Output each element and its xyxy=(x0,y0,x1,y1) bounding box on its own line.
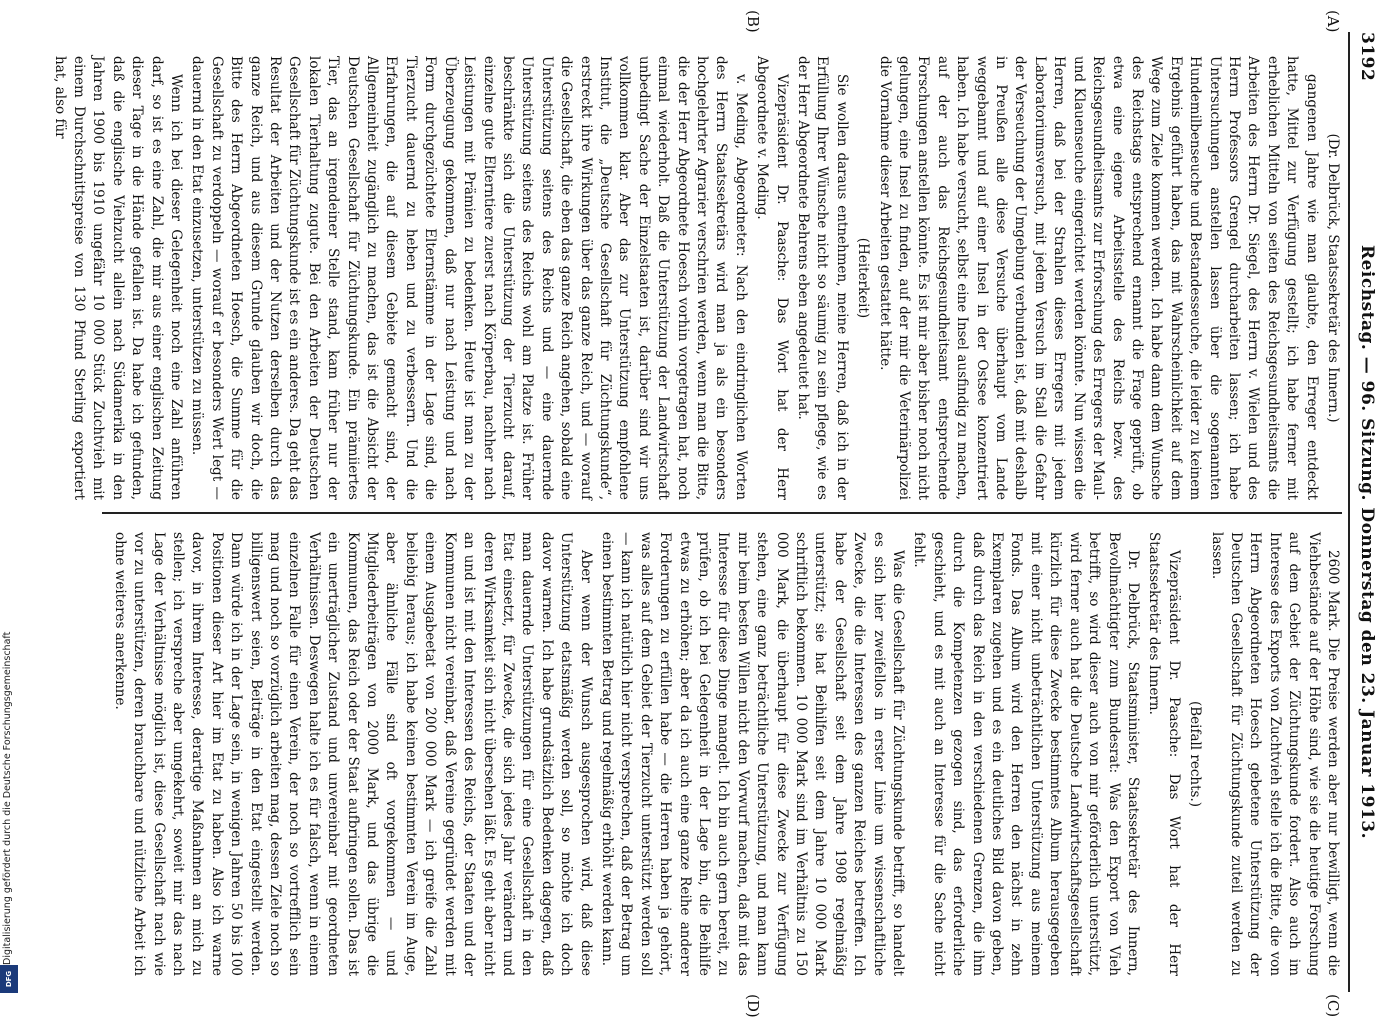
left-column xyxy=(51,56,1342,500)
digitization-credit xyxy=(2,10,16,990)
paragraph: gangenen Jahre wie man glaubte, den Erreger entdeckt hatte, Mittel zur Verfügung gestellt; ich habe ferner mit erheblichen Mitteln von seiten des Reichsgesundheitsamts die Arbeiten des Herrn Dr. Siegel, des Herrn v. Wielen und des Herrn Professors Grengel durcharbeiten lassen; ich habe Untersuchungen anstellen lassen über die sogenannten Hundemilbenseuche und Bestandesseuche, die leider zu keinem Ergebnis geführt haben, das mit Wahrscheinlichkeit auf dem Wege zum Ziele kommen werden. Ich habe dann dem Wunsche des Reichstags entsprechend ernannt die Frage geprüft, ob etwa eine eigene Arbeitsstelle des Reichs bezw. des Reichsgesundheitsamts zur Erforschung des Erregers der Maul- und Klauenseuche eingerichtet werden könnte. Nun wissen die Herren, daß bei der Strahlen dieses Erregers mit jedem Laboratoriumsversuch, mit jedem Versuch im Stall die Gefahr der Verseuchung der Umgebung verbunden ist, daß mit deshalb in Preußen alle diese Versuche überhaupt vom Lande weggebannt und auf einer Insel in der Ostsee konzentriert haben. Ich habe versucht, selbst eine Insel ausfindig zu machen, auf der auch das Reichsgesundheitsamt entsprechende Forschungen anstellen könnte. Es ist mir aber bisher noch nicht gelungen, eine Insel zu finden, auf der mir die Veterinärpolizei die Vornahme dieser Arbeiten gestattet hätte. xyxy=(876,56,1320,500)
marker-a: (A) xyxy=(1324,10,1342,33)
speaker-announcement: Vizepräsident Dr. Paasche: Das Wort hat der Herr Staatssekretär des Innern. xyxy=(1146,532,1182,976)
page-number: 3192 xyxy=(1357,32,1377,82)
speaker-announcement: Vizepräsident Dr. Paasche: Das Wort hat der Herr Abgeordnete v. Meding. xyxy=(754,56,790,500)
marker-d: (D) xyxy=(744,994,762,1018)
page-header xyxy=(1352,32,1382,992)
paragraph: v. Meding, Abgeordneter: Nach den eindringlichen Worten des Herrn Staatssekretärs wird man ja als ein besonders hochgelehrter Agrarier verschrien werden, wenn man die Bitte, die der Herr Abgeordnete Hoesch vorhin vorgetragen hat, noch einmal wiederholt. Daß die Unterstützung der Landwirtschaft unbedingt Sache der Einzelstaaten ist, darüber sind wir uns vollkommen klar. Aber das zur Unterstützung empfohlene Institut, die „Deutsche Gesellschaft für Züchtungskunde“, erstreckt ihre Wirkungen über das ganze Reich, und — worauf die Gesellschaft, die eben das ganze Reich angehen, sobald eine Unterstützung seitens des Reichs und — eine dauernde Unterstützung seitens des Reichs wohl am Platze ist. Früher beschränkte sich die Unterstützung der Tierzucht darauf, einzelne gute Elterntiere zuerst nach Körperbau, nachher nach Leistungen mit Prämien zu bedenken. Heute ist man zu der Überzeugung gekommen, daß nur nach Leistung und nach Form durchgezüchtete Elternstämme in der Lage sind, die Tierzucht dauernd zu heben und zu verbessern. Und die Erfahrungen, die auf diesem Gebiete gemacht sind, der Allgemeinheit zugänglich zu machen, das ist die Absicht der Deutschen Gesellschaft für Züchtungskunde. Ein prämiiertes Tier, das an irgendeiner Stelle stand, kam früher nur der lokalen Tierhaltung zugute. Bei den Arbeiten der Deutschen Gesellschaft für Züchtungskunde ist es ein anderes. Da geht das Resultat der Arbeiten und der Nutzen derselben durch das ganze Reich, und aus diesem Grunde glauben wir doch, die Bitte des Herrn Abgeordneten Hoesch, die Summe für die Gesellschaft zu verdoppeln — worauf er besonders Wert legt — dauernd in den Etat einzusetzen, unterstützen zu müssen. xyxy=(189,56,749,500)
paragraph: Was die Gesellschaft für Züchtungskunde betrifft, so handelt es sich hier zweifellos in erster Linie um wissenschaftliche Zwecke, die die Interessen des ganzen Reiches betreffen. Ich habe der Gesellschaft seit dem Jahre 1908 regelmäßig unterstützt; sie hat Beihilfen seit dem Jahre 10 000 Mark schriftlich bekommen. 10 000 Mark sind im Verhältnis zu 150 000 Mark, die überhaupt für diese Zwecke zur Verfügung stehen, eine ganz beträchtliche Unterstützung, und man kann mir beim besten Willen nicht den Vorwurf machen, daß mit das Interesse für diese Dinge mangelt. Ich bin auch gern bereit, zu prüfen, ob ich bei Gelegenheit in der Lage bin, die Beihilfe etwas zu erhöhen; aber da ich auch eine ganze Reihe anderer Forderungen zu erfüllen habe — die Herren haben ja gehört, was alles auf dem Gebiet der Tierzucht unterstützt werden soll — kann ich natürlich hier nicht versprechen, daß der Betrag um einen bestimmten Betrag und regelmäßig erhöht werden kann. xyxy=(598,532,907,976)
speaker-tag: (Dr. Delbrück, Staatssekretär des Innern.) xyxy=(1325,133,1341,423)
digitization-credit-text: Digitalisierung gefördert durch die Deutsche Forschungsgemeinschaft xyxy=(2,631,13,965)
marker-c: (C) xyxy=(1324,994,1342,1018)
applause-note: (Heiterkeit) xyxy=(855,237,872,319)
marker-b: (B) xyxy=(744,10,762,33)
dfg-logo-text: DFG xyxy=(5,970,13,988)
dfg-logo xyxy=(0,965,18,993)
paragraph: Aber wenn der Wunsch ausgesprochen wird, daß diese Unterstützung etatsmäßig werden soll, so möchte ich doch davor warnen. Ich habe grundsätzlich Bedenken dagegen, daß man dauernde Unterstützungen für eine Gesellschaft in den Etat einsetzt, für Zwecke, die sich jedes Jahr verändern und deren Wirksamkeit sich nicht übersehen läßt. Es geht aber nicht an und ist mit den Interessen des Reichs, der Staaten und der Kommunen nicht vereinbar, daß Vereine gegründet werden mit einem Ausgabeetat von 200 000 Mark — ich greife die Zahl beliebig heraus; ich habe keinen bestimmten Verein im Auge, aber ähnliche Fälle sind oft vorgekommen — und Mitgliederbeiträgen von 2000 Mark, und das übrige die Kommunen, das Reich oder der Staat aufbringen sollen. Das ist ein unerträglicher Zustand und unvereinbar mit geordneten Verhältnissen. Deswegen halte ich es für falsch, wenn in einem einzelnen Falle für einen Verein, der noch so vortrefflich sein mag und noch so vorzüglich arbeiten mag, dessen Ziele noch so billigenswert seien, Beiträge in den Etat eingestellt werden. Dann würde ich in der Lage sein, in wenigen Jahren 50 bis 100 Positionen dieser Art hier im Etat zu haben. Also ich warne davor, in ihrem Interesse, derartige Maßnahmen an mich zu stellen; ich verspreche aber umgekehrt, soweit mir das nach Lage der Verhältnisse möglich ist, diese Gesellschaft nach wie vor zu unterstützen, deren brauchbare und nützliche Arbeit ich ohne weiteres anerkenne. xyxy=(111,532,594,976)
page-title: Reichstag. — 96. Sitzung. Donnerstag den 23. Januar 1913. xyxy=(1357,244,1377,840)
paragraph: 2600 Mark. Die Preise werden aber nur bewilligt, wenn die Viehbestände auf der Höhe sind, wie sie die heutige Forschung auf dem Gebiet der Züchtungskunde fordert. Also auch im Interesse des Exports von Zuchtvieh stelle ich die Bitte, die von Herrn Abgeordneten Hoesch gebetene Unterstützung der Deutschen Gesellschaft für Züchtungskunde zuteil werden zu lassen. xyxy=(1208,532,1341,976)
header-rule xyxy=(1348,32,1350,992)
applause-note: (Beifall rechts.) xyxy=(1187,700,1204,808)
page-rotated-content xyxy=(51,10,1382,1018)
paragraph: Dr. Delbrück, Staatsminister, Staatssekretär des Innern, Bevollmächtigter zum Bundesrat: Was den Export von Vieh betrifft, so wird dieser auch von mir geförderlich unterstützt, wird ferner auch hat die Deutsche Landwirtschaftsgesellschaft kürzlich für diese Zwecke bestimmtes Album herausgegeben mit einer nicht unbeträchtlichen Unterstützung aus meinem Fonds. Das Album wird den Herren den nächst in zehn Exemplaren zugehen und es ein deutliches Bild davon geben, daß durch das Reich in den verschiedenen Grenzen, die ihm durch die Kompetenzen gezogen sind, das erforderliche geschieht, und es mit auch an Interesse für die Sache nicht fehlt. xyxy=(911,532,1141,976)
right-column xyxy=(102,532,1342,976)
paragraph: Wenn ich bei dieser Gelegenheit noch eine Zahl anführen darf, so ist es eine Zahl, die mir aus einer englischen Zeitung dieser Tage in die Hände gefallen ist. Da habe ich gefunden, daß die englische Viehzucht allein nach Südamerika in den Jahren 1900 bis 1910 ungefähr 10 000 Stück Zuchtvieh mit einem Durchschnittspreise von 130 Pfund Sterling exportiert hat, also für xyxy=(51,56,185,500)
paragraph: Sie wollen daraus entnehmen, meine Herren, daß ich in der Erfüllung Ihrer Wünsche nicht so säumig zu sein pflege, wie es der Herr Abgeordnete Behrens eben angedeutet hat. xyxy=(795,56,850,500)
newspaper-page xyxy=(51,10,1380,1018)
column-rule xyxy=(102,512,1342,514)
